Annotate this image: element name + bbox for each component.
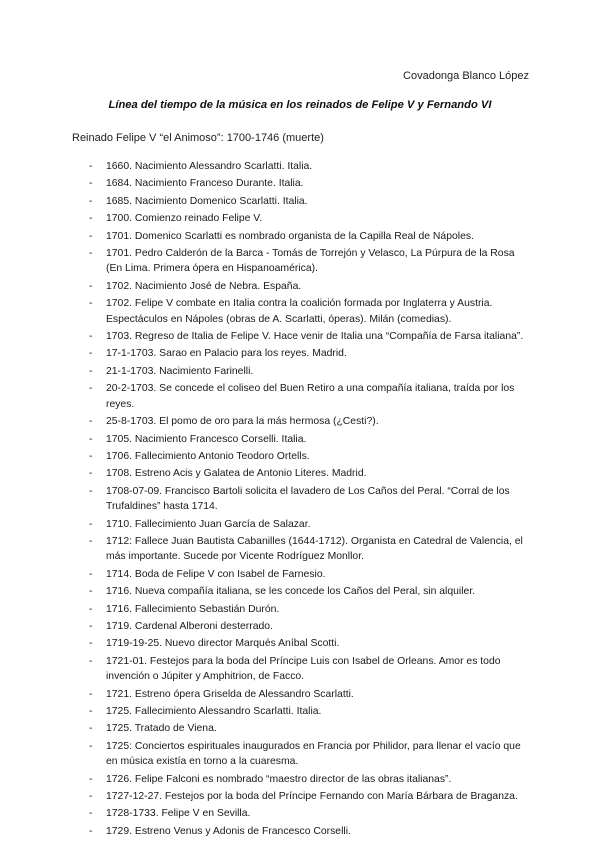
bullet-dash: - <box>89 655 93 667</box>
timeline-item-text: 1702. Felipe V combate en Italia contra la coalición formada por Inglaterra y Austria. Espectáculos en Nápoles (obras de A. Scarlatti, óperas). Milán (comedias). <box>106 298 493 325</box>
bullet-dash: - <box>89 248 93 260</box>
timeline-item <box>0 246 600 277</box>
timeline-item-text: 1719-19-25. Nuevo director Marqués Aníbal Scotti. <box>106 638 340 650</box>
timeline-item-text: 20-2-1703. Se concede el coliseo del Buen Retiro a una compañía italiana, traída por los reyes. <box>106 383 515 410</box>
document-title: Línea del tiempo de la música en los reinados de Felipe V y Fernando VI <box>108 99 492 111</box>
timeline-item <box>0 636 600 651</box>
timeline-item-text: 1719. Cardenal Alberoni desterrado. <box>106 620 273 632</box>
timeline-item <box>0 602 600 617</box>
timeline-item <box>0 329 600 344</box>
timeline-item <box>0 432 600 447</box>
timeline-item-text: 1712: Fallece Juan Bautista Cabanilles (1644-1712). Organista en Catedral de Valencia, el más importante. Sucede por Vicente Rodríguez Monllor. <box>106 535 523 563</box>
timeline-item <box>0 211 600 226</box>
timeline-item <box>0 279 600 294</box>
bullet-dash: - <box>89 280 93 292</box>
timeline-item-text: 1703. Regreso de Italia de Felipe V. Hace venir de Italia una “Compañía de Farsa italiana”. <box>106 331 524 343</box>
timeline-item <box>0 176 600 191</box>
timeline-list <box>0 159 600 841</box>
bullet-dash: - <box>89 620 93 632</box>
timeline-item-text: 1725. Fallecimiento Alessandro Scarlatti. Italia. <box>106 706 322 717</box>
bullet-dash: - <box>89 195 93 207</box>
timeline-item-text: 1728-1733. Felipe V en Sevilla. <box>106 808 251 820</box>
timeline-item-text: 1729. Estreno Venus y Adonis de Francesco Corselli. <box>106 825 351 837</box>
bullet-dash: - <box>89 161 93 172</box>
bullet-dash: - <box>89 348 93 360</box>
bullet-dash: - <box>89 791 93 803</box>
timeline-item <box>0 704 600 719</box>
bullet-dash: - <box>89 468 93 480</box>
bullet-dash: - <box>89 230 93 242</box>
bullet-dash: - <box>89 383 93 395</box>
bullet-dash: - <box>89 723 93 735</box>
timeline-item <box>0 739 600 770</box>
bullet-dash: - <box>89 365 93 377</box>
bullet-dash: - <box>89 331 93 343</box>
bullet-dash: - <box>89 433 93 445</box>
timeline-item <box>0 772 600 787</box>
timeline-item-text: 1714. Boda de Felipe V con Isabel de Farnesio. <box>106 568 326 580</box>
timeline-item <box>0 296 600 327</box>
bullet-dash: - <box>89 740 93 752</box>
timeline-item <box>0 449 600 464</box>
timeline-item-text: 1705. Nacimiento Francesco Corselli. Italia. <box>106 433 307 445</box>
bullet-dash: - <box>89 773 93 785</box>
timeline-item <box>0 534 600 565</box>
timeline-item-text: 1708-07-09. Francisco Bartoli solicita el lavadero de Los Caños del Peral. “Corral de los Trufaldines” hasta 1714. <box>106 485 510 513</box>
timeline-item-text: 1726. Felipe Falconi es nombrado “maestro director de las obras italianas”. <box>106 773 452 785</box>
timeline-item <box>0 346 600 361</box>
timeline-item-text: 1725. Tratado de Viena. <box>106 723 217 735</box>
bullet-dash: - <box>89 450 93 462</box>
bullet-dash: - <box>89 178 93 190</box>
section-heading: Reinado Felipe V “el Animoso”: 1700-1746 (muerte) <box>72 132 324 144</box>
bullet-dash: - <box>89 485 93 497</box>
timeline-item <box>0 824 600 839</box>
timeline-item <box>0 721 600 736</box>
timeline-item-text: 17-1-1703. Sarao en Palacio para los reyes. Madrid. <box>106 348 347 360</box>
timeline-item-text: 1725: Conciertos espirituales inaugurados en Francia por Philidor, para llenar el vacío que en música existía en torno a la cuaresma. <box>106 740 521 768</box>
bullet-dash: - <box>89 638 93 650</box>
timeline-item <box>0 806 600 821</box>
timeline-item-text: 1716. Fallecimiento Sebastián Durón. <box>106 603 280 615</box>
timeline-item <box>0 484 600 515</box>
timeline-item-text: 1660. Nacimiento Alessandro Scarlatti. Italia. <box>106 161 313 172</box>
timeline-item <box>0 567 600 582</box>
timeline-item-text: 1706. Fallecimiento Antonio Teodoro Ortells. <box>106 450 310 462</box>
timeline-item <box>0 584 600 599</box>
timeline-item-text: 1701. Domenico Scarlatti es nombrado organista de la Capilla Real de Nápoles. <box>106 230 474 242</box>
timeline-item <box>0 381 600 412</box>
timeline-item <box>0 517 600 532</box>
bullet-dash: - <box>89 535 93 547</box>
timeline-item <box>0 687 600 702</box>
timeline-item-text: 1716. Nueva compañía italiana, se les concede los Caños del Peral, sin alquiler. <box>106 586 476 598</box>
timeline-item <box>0 654 600 685</box>
bullet-dash: - <box>89 808 93 820</box>
bullet-dash: - <box>89 518 93 530</box>
timeline-item-text: 1700. Comienzo reinado Felipe V. <box>106 213 263 225</box>
bullet-dash: - <box>89 213 93 225</box>
bullet-dash: - <box>89 416 93 428</box>
bullet-dash: - <box>89 706 93 717</box>
timeline-item <box>0 466 600 481</box>
bullet-dash: - <box>89 586 93 598</box>
timeline-item-text: 1727-12-27. Festejos por la boda del Príncipe Fernando con María Bárbara de Braganza. <box>106 791 518 803</box>
timeline-item-text: 21-1-1703. Nacimiento Farinelli. <box>106 365 254 377</box>
timeline-item <box>0 364 600 379</box>
timeline-item-text: 1685. Nacimiento Domenico Scarlatti. Italia. <box>106 195 308 207</box>
timeline-item <box>0 229 600 244</box>
timeline-item <box>0 414 600 429</box>
timeline-item <box>0 619 600 634</box>
bullet-dash: - <box>89 568 93 580</box>
timeline-item <box>0 159 600 174</box>
timeline-item-text: 25-8-1703. El pomo de oro para la más hermosa (¿Cesti?). <box>106 416 379 428</box>
bullet-dash: - <box>89 298 93 310</box>
timeline-item-text: 1710. Fallecimiento Juan García de Salazar. <box>106 518 311 530</box>
bullet-dash: - <box>89 603 93 615</box>
bullet-dash: - <box>89 825 93 837</box>
author-name: Covadonga Blanco López <box>403 70 529 82</box>
bullet-dash: - <box>89 688 93 700</box>
timeline-item-text: 1721. Estreno ópera Griselda de Alessandro Scarlatti. <box>106 688 354 700</box>
timeline-item-text: 1708. Estreno Acis y Galatea de Antonio Literes. Madrid. <box>106 468 367 480</box>
timeline-item-text: 1701. Pedro Calderón de la Barca - Tomás de Torrejón y Velasco, La Púrpura de la Rosa (En Lima. Primera ópera en Hispanoamérica). <box>106 248 515 275</box>
timeline-item <box>0 194 600 209</box>
timeline-item-text: 1721-01. Festejos para la boda del Príncipe Luis con Isabel de Orleans. Amor es todo invención o Júpiter y Amphitrion, de Facco. <box>106 655 501 683</box>
timeline-item-text: 1702. Nacimiento José de Nebra. España. <box>106 280 302 292</box>
timeline-item <box>0 789 600 804</box>
timeline-item-text: 1684. Nacimiento Franceso Durante. Italia. <box>106 178 304 190</box>
